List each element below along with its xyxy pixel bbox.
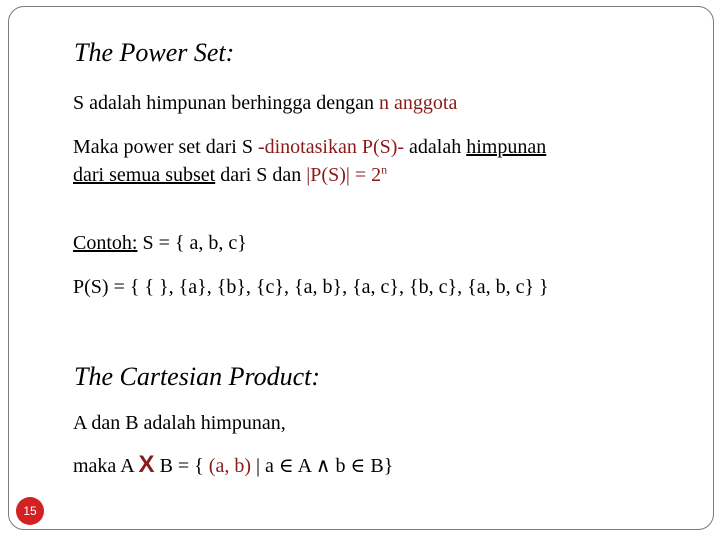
example-power-set-line: P(S) = { { }, {a}, {b}, {c}, {a, b}, {a, c}, {b, c}, {a, b, c} } [73,276,549,298]
definition-text: S adalah himpunan berhingga dengan [73,92,380,114]
cardinality-formula-base: |P(S)| = 2 [306,164,382,186]
power-set-cardinality-line [73,163,387,187]
power-set-definition-line [73,91,457,115]
example-label: Contoh: [73,232,138,254]
n-anggota-text: n anggota [379,92,458,114]
cartesian-formula-line [73,453,393,478]
example-set-line [73,231,247,255]
ordered-pair: (a, b) [208,455,251,477]
semua-subset-text: dari semua subset [73,164,216,186]
power-set-title: The Power Set: [74,38,235,67]
cartesian-formula-start: maka A [73,455,139,477]
cartesian-formula-end: | a ∈ A ∧ b ∈ B} [250,455,394,477]
slide-frame [8,6,714,530]
cartesian-product-title: The Cartesian Product: [74,362,321,391]
slide-number-badge: 15 [16,497,44,525]
notation-text-mid: adalah [404,136,467,158]
notation-text-start: Maka power set dari S [73,136,258,158]
cardinality-formula [306,164,387,186]
cartesian-definition-line: A dan B adalah himpunan, [73,412,286,434]
himpunan-text: himpunan [466,136,547,158]
cardinality-exponent: n [381,162,388,177]
cartesian-formula-mid: B = { [154,455,209,477]
notation-ps-text: -dinotasikan P(S)- [257,136,405,158]
cross-symbol: X [138,451,155,478]
example-set: S = { a, b, c} [137,232,247,254]
power-set-notation-line [73,135,546,159]
cardinality-text: dari S dan [215,164,307,186]
